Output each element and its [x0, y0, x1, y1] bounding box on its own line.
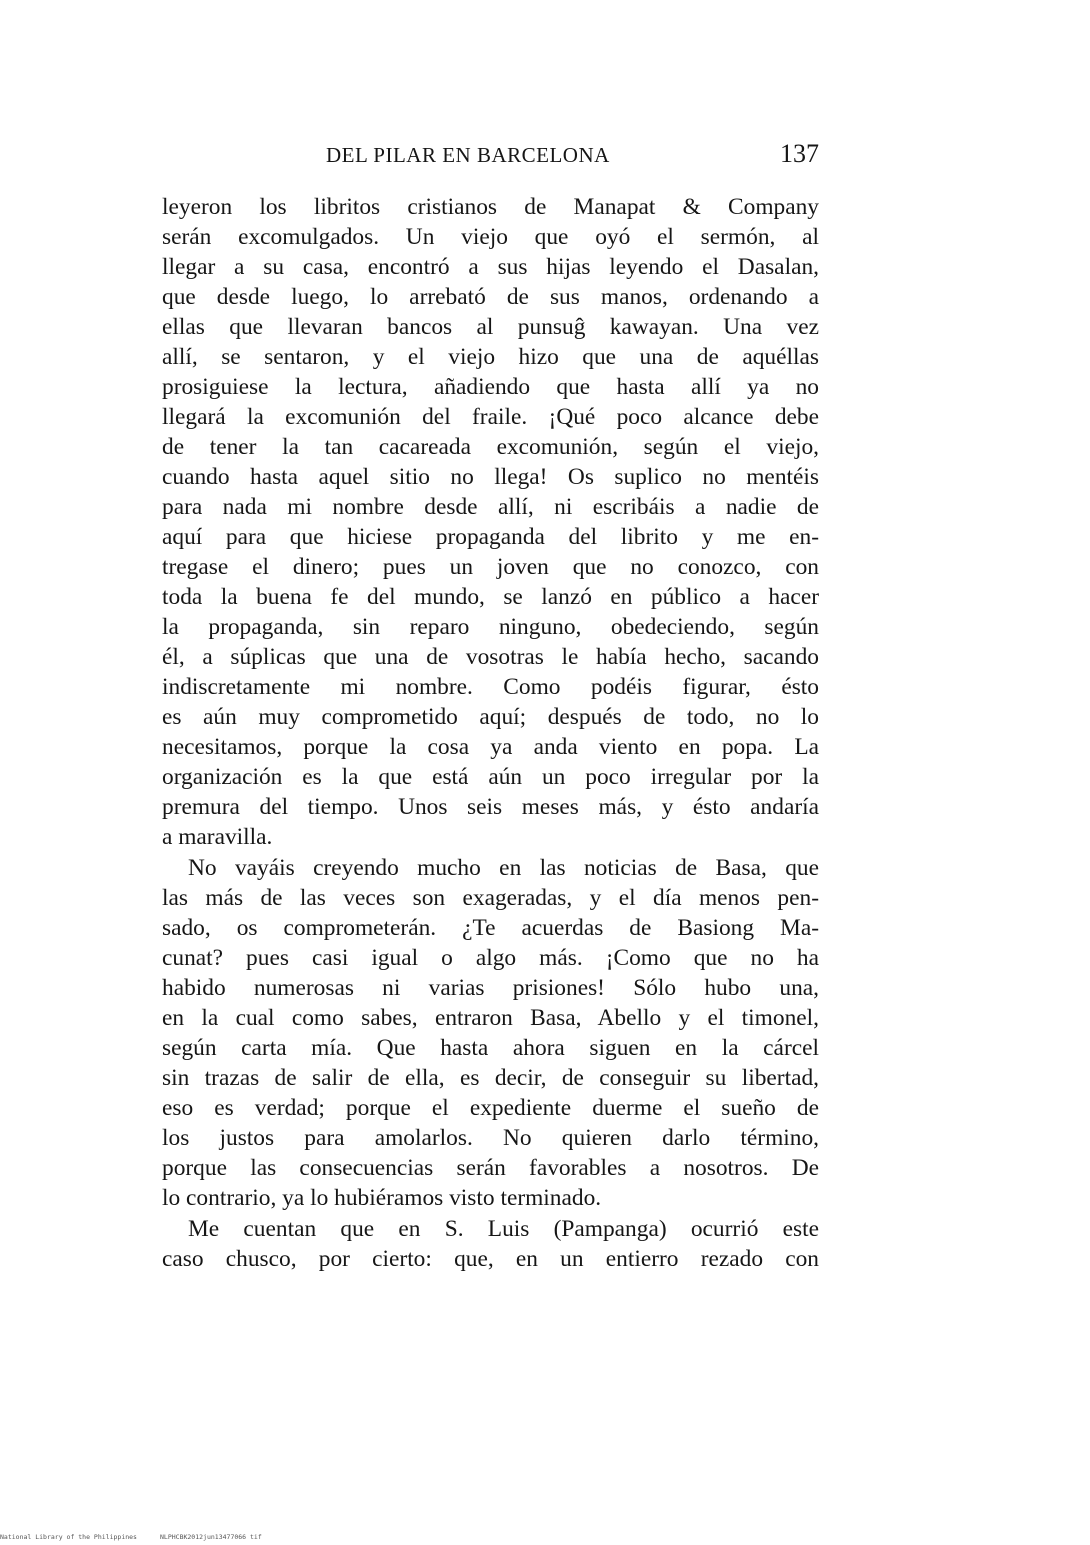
paragraph-first-line: No vayáis creyendo mucho en las noticias de Basa, que — [188, 855, 819, 881]
text-line: según carta mía. Que hasta ahora siguen en la cárcel — [162, 1035, 819, 1061]
text-line: prosiguiese la lectura, añadiendo que hasta allí ya no — [162, 374, 819, 400]
text-line: en la cual como sabes, entraron Basa, Abello y el timonel, — [162, 1005, 819, 1031]
page-number: 137 — [780, 139, 819, 168]
scan-file-id: NLPHCBK2012jun13477066 tif — [160, 1533, 262, 1541]
text-line: porque las consecuencias serán favorables a nosotros. De — [162, 1155, 819, 1181]
text-line: cunat? pues casi igual o algo más. ¡Como que no ha — [162, 945, 819, 971]
text-line: serán excomulgados. Un viejo que oyó el sermón, al — [162, 224, 819, 250]
text-line: sado, os comprometerán. ¿Te acuerdas de Basiong Ma- — [162, 915, 819, 941]
text-line: leyeron los libritos cristianos de Manapat & Company — [162, 194, 819, 220]
text-line: aquí para que hiciese propaganda del librito y me en- — [162, 524, 819, 550]
body-text — [162, 192, 819, 1274]
text-line: sin trazas de salir de ella, es decir, de conseguir su libertad, — [162, 1065, 819, 1091]
text-line: a maravilla. — [162, 824, 273, 850]
text-line: organización es la que está aún un poco irregular por la — [162, 764, 819, 790]
running-title: DEL PILAR EN BARCELONA — [326, 143, 610, 167]
text-line: allí, se sentaron, y el viejo hizo que una de aquéllas — [162, 344, 819, 370]
text-line: necesitamos, porque la cosa ya anda viento en popa. La — [162, 734, 819, 760]
text-line: ellas que llevaran bancos al punsuĝ kawayan. Una vez — [162, 314, 819, 340]
paragraph-first-line: Me cuentan que en S. Luis (Pampanga) ocurrió este — [188, 1216, 819, 1242]
text-line: llegar a su casa, encontró a sus hijas leyendo el Dasalan, — [162, 254, 819, 280]
text-line: indiscretamente mi nombre. Como podéis figurar, ésto — [162, 674, 819, 700]
text-line: eso es verdad; porque el expediente duerme el sueño de — [162, 1095, 819, 1121]
text-line: él, a súplicas que una de vosotras le había hecho, sacando — [162, 644, 819, 670]
text-line: que desde luego, lo arrebató de sus manos, ordenando a — [162, 284, 819, 310]
text-line: cuando hasta aquel sitio no llega! Os suplico no mentéis — [162, 464, 819, 490]
text-line: para nada mi nombre desde allí, ni escribáis a nadie de — [162, 494, 819, 520]
text-line: es aún muy comprometido aquí; después de todo, no lo — [162, 704, 819, 730]
text-line: llegará la excomunión del fraile. ¡Qué poco alcance debe — [162, 404, 819, 430]
text-line: premura del tiempo. Unos seis meses más, y ésto andaría — [162, 794, 819, 820]
running-head — [162, 141, 819, 175]
text-line: lo contrario, ya lo hubiéramos visto terminado. — [162, 1185, 602, 1211]
text-line: toda la buena fe del mundo, se lanzó en público a hacer — [162, 584, 819, 610]
scan-footer — [0, 1533, 262, 1541]
text-line: los justos para amolarlos. No quieren darlo término, — [162, 1125, 819, 1151]
text-line: tregase el dinero; pues un joven que no conozco, con — [162, 554, 819, 580]
text-line: la propaganda, sin reparo ninguno, obedeciendo, según — [162, 614, 819, 640]
text-line: habido numerosas ni varias prisiones! Sólo hubo una, — [162, 975, 819, 1001]
text-line: de tener la tan cacareada excomunión, según el viejo, — [162, 434, 819, 460]
text-line: las más de las veces son exageradas, y el día menos pen- — [162, 885, 819, 911]
text-line: caso chusco, por cierto: que, en un entierro rezado con — [162, 1246, 819, 1272]
library-credit: National Library of the Philippines — [0, 1533, 137, 1541]
